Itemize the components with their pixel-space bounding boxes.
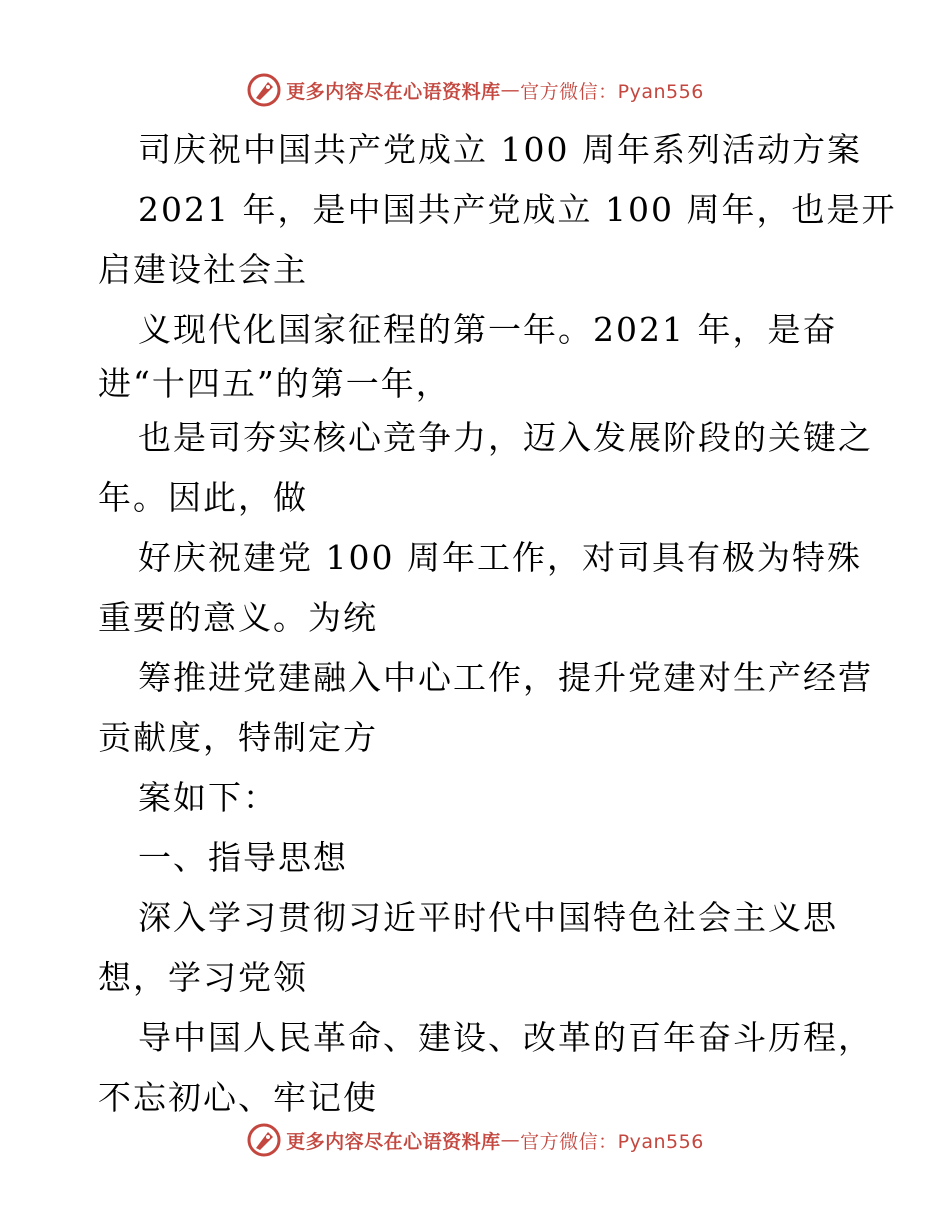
paragraph-line: 案如下： (138, 778, 278, 817)
footer-banner (0, 1120, 950, 1160)
banner-separator: — (500, 79, 521, 101)
banner-wechat: 官方微信：Pyan556 (520, 1130, 704, 1153)
paragraph-line: 启建设社会主 (98, 250, 308, 289)
pen-nib-logo-icon (246, 1122, 282, 1158)
paragraph-line: 也是司夯实核心竞争力，迈入发展阶段的关键之 (138, 418, 873, 457)
section-heading: 一、指导思想 (138, 838, 348, 877)
banner-brand: 更多内容尽在心语资料库 (286, 1130, 501, 1153)
paragraph-line: 导中国人民革命、建设、改革的百年奋斗历程， (138, 1018, 873, 1057)
document-body (98, 120, 897, 1128)
paragraph-line: 2021 年，是中国共产党成立 100 周年，也是开 (138, 190, 897, 229)
paragraph-line: 重要的意义。为统 (98, 598, 378, 637)
paragraph-line: 好庆祝建党 100 周年工作，对司具有极为特殊 (138, 538, 862, 577)
paragraph-line: 想，学习党领 (98, 958, 308, 997)
banner-wechat: 官方微信：Pyan556 (520, 80, 704, 103)
banner-brand: 更多内容尽在心语资料库 (286, 80, 501, 103)
pen-nib-logo-icon (246, 72, 282, 108)
paragraph-line: 年。因此，做 (98, 478, 308, 517)
paragraph-line: 贡献度，特制定方 (98, 718, 378, 757)
paragraph-line: 深入学习贯彻习近平时代中国特色社会主义思 (138, 898, 838, 937)
paragraph-line: 筹推进党建融入中心工作，提升党建对生产经营 (138, 658, 873, 697)
paragraph-line: 义现代化国家征程的第一年。2021 年，是奋 (138, 310, 838, 349)
paragraph-line: 不忘初心、牢记使 (98, 1078, 378, 1117)
document-title: 司庆祝中国共产党成立 100 周年系列活动方案 (138, 130, 862, 169)
header-banner (0, 70, 950, 110)
paragraph-line: 进“十四五”的第一年， (98, 364, 451, 403)
banner-separator: — (500, 1129, 521, 1151)
